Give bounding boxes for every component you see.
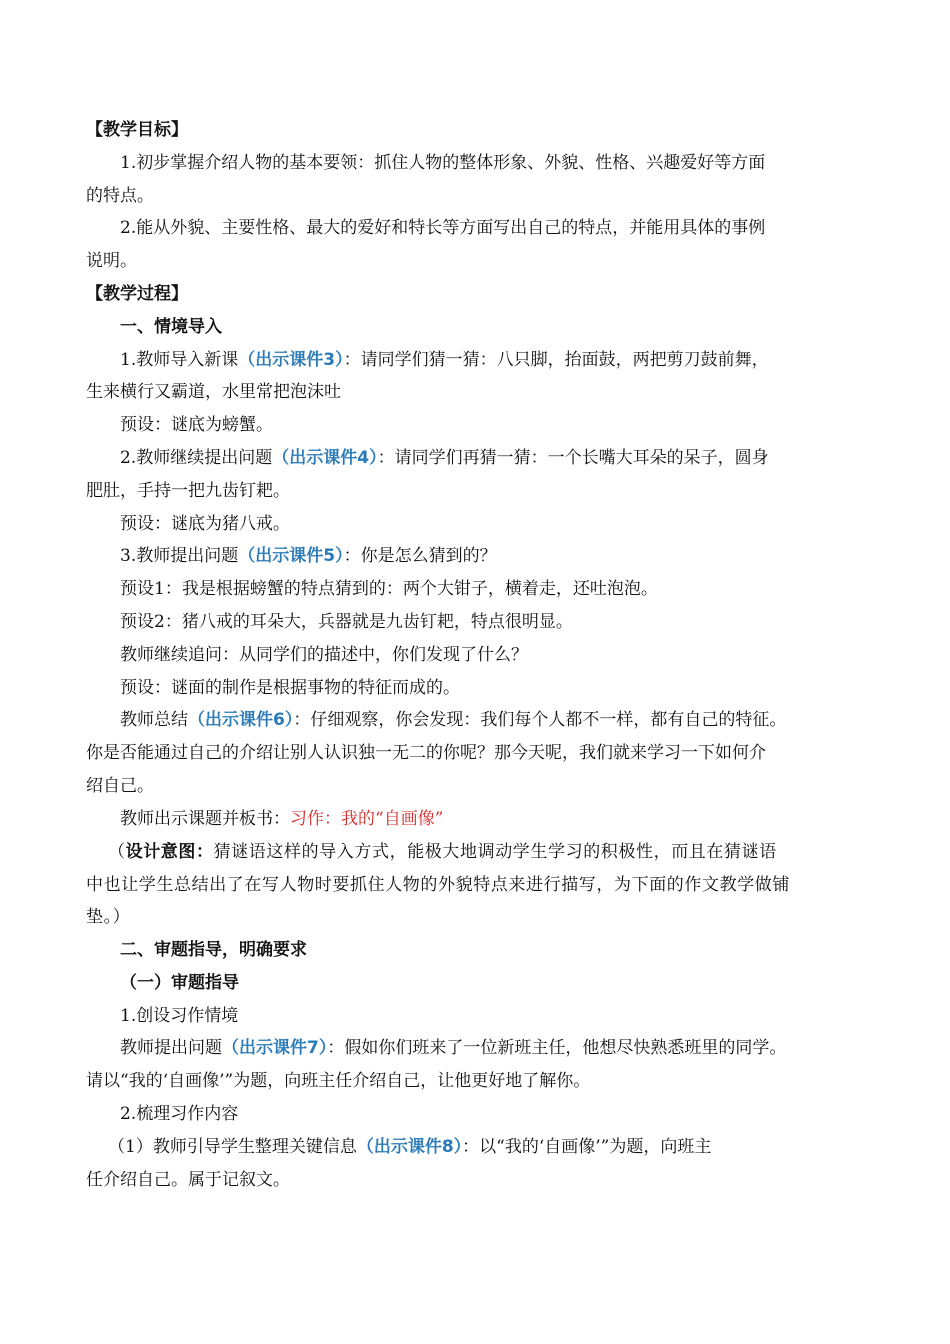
answer-1: 预设：谜底为螃蟹。 — [120, 415, 273, 435]
goals-heading: 【教学目标】 — [86, 120, 188, 140]
courseware-tag-7: （出示课件7） — [222, 1038, 328, 1058]
paragraph-3-question: ：你是怎么猜到的？ — [343, 546, 497, 566]
courseware-tag-8: （出示课件8） — [356, 1137, 463, 1157]
design-intent-line-1: 猜谜语这样的导入方式，能极大地调动学生学习的积极性，而且在猜谜语 — [213, 842, 777, 862]
paragraph-5-text: 教师总结 — [120, 710, 188, 730]
part1-title: 一、情境导入 — [120, 317, 222, 337]
goal-2-line-1: 2.能从外貌、主要性格、最大的爱好和特长等方面写出自己的特点，并能用具体的事例 — [120, 218, 766, 238]
part2-subtitle: （一）审题指导 — [120, 973, 239, 993]
goal-1-line-2: 的特点。 — [86, 186, 154, 206]
paragraph-1-text: 1.教师导入新课 — [120, 350, 239, 370]
courseware-tag-3: （出示课件3） — [238, 350, 344, 370]
design-open-paren: （ — [108, 842, 126, 862]
paragraph-5-line-2: 你是否能通过自己的介绍让别人认识独一无二的你呢？那今天呢，我们就来学习一下如何介 — [86, 743, 766, 763]
step-1-text: 教师提出问题 — [120, 1038, 222, 1058]
paragraph-5-summary: ：仔细观察，你会发现：我们每个人都不一样，都有自己的特征。 — [293, 710, 787, 730]
paragraph-1-riddle: ：请同学们猜一猜：八只脚，抬面鼓，两把剪刀鼓前舞， — [343, 350, 769, 370]
step-2-line-2: 任介绍自己。属于记叙文。 — [86, 1170, 290, 1190]
design-intent-label: 设计意图： — [125, 842, 214, 862]
step-1-title: 1.创设习作情境 — [120, 1006, 239, 1026]
step-2-paragraph — [108, 1135, 711, 1159]
step-2-content: ：以“我的‘自画像’”为题，向班主 — [462, 1137, 712, 1157]
goal-2-line-2: 说明。 — [86, 251, 137, 271]
goal-1-line-1: 1.初步掌握介绍人物的基本要领：抓住人物的整体形象、外貌、性格、兴趣爱好等方面 — [120, 153, 766, 173]
step-2-title: 2.梳理习作内容 — [120, 1104, 239, 1124]
design-intent — [108, 840, 777, 864]
design-intent-line-2: 中也让学生总结出了在写人物时要抓住人物的外貌特点来进行描写，为下面的作文教学做铺 — [86, 875, 790, 895]
process-heading: 【教学过程】 — [86, 284, 188, 304]
paragraph-3-text: 3.教师提出问题 — [120, 546, 239, 566]
step-1-line-2: 请以“我的‘自画像’”为题，向班主任介绍自己，让他更好地了解你。 — [86, 1071, 591, 1091]
answer-2: 预设：谜底为猪八戒。 — [120, 514, 290, 534]
answer-4: 预设：谜面的制作是根据事物的特征而成的。 — [120, 678, 460, 698]
paragraph-6-text: 教师出示课题并板书： — [120, 809, 290, 829]
paragraph-4: 教师继续追问：从同学们的描述中，你们发现了什么？ — [120, 645, 528, 665]
paragraph-2-text: 2.教师继续提出问题 — [120, 448, 273, 468]
paragraph-5 — [120, 708, 786, 732]
paragraph-2 — [120, 446, 769, 470]
courseware-tag-5: （出示课件5） — [238, 546, 344, 566]
courseware-tag-6: （出示课件6） — [188, 710, 294, 730]
paragraph-1 — [120, 348, 769, 372]
answer-3-1: 预设1：我是根据螃蟹的特点猜到的：两个大钳子，横着走，还吐泡泡。 — [120, 579, 658, 599]
paragraph-6 — [120, 807, 443, 831]
step-1-scenario: ：假如你们班来了一位新班主任，他想尽快熟悉班里的同学。 — [327, 1038, 787, 1058]
step-1-paragraph — [120, 1036, 786, 1060]
lesson-title: 习作：我的“自画像” — [290, 809, 444, 829]
design-intent-line-3: 垫。） — [86, 907, 131, 927]
courseware-tag-4: （出示课件4） — [272, 448, 378, 468]
paragraph-2-line-2: 肥肚，手持一把九齿钉耙。 — [86, 481, 290, 501]
paragraph-5-line-3: 绍自己。 — [86, 776, 154, 796]
paragraph-1-line-2: 生来横行又霸道，水里常把泡沫吐 — [86, 382, 341, 402]
part2-title: 二、审题指导，明确要求 — [120, 940, 307, 960]
paragraph-3 — [120, 544, 497, 568]
paragraph-2-riddle: ：请同学们再猜一猜：一个长嘴大耳朵的呆子，圆身 — [377, 448, 769, 468]
step-2-text: （1）教师引导学生整理关键信息 — [108, 1137, 357, 1157]
answer-3-2: 预设2：猪八戒的耳朵大，兵器就是九齿钉耙，特点很明显。 — [120, 612, 573, 632]
